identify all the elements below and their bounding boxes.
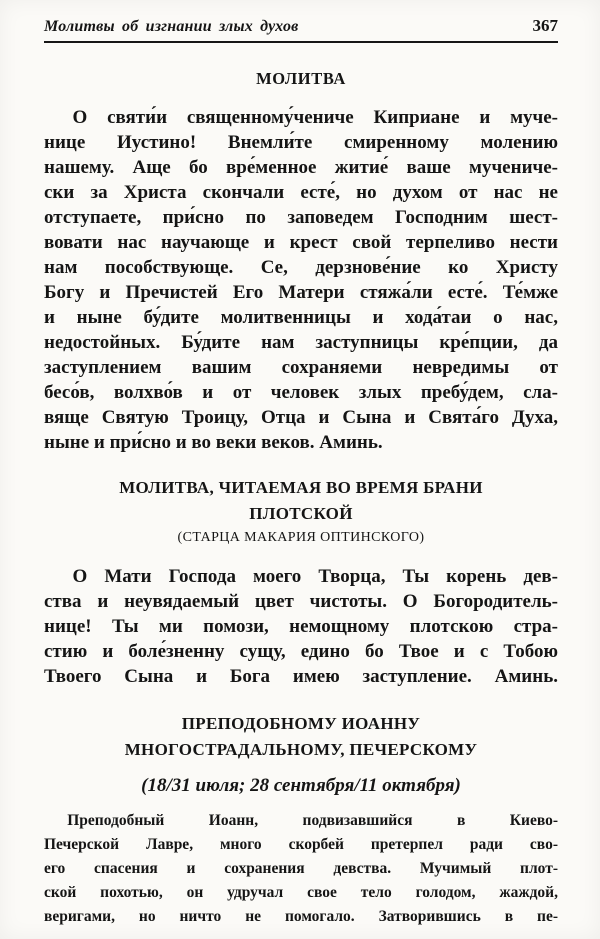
section2-heading-line-1: МОЛИТВА, ЧИТАЕМАЯ ВО ВРЕМЯ БРАНИ (119, 478, 483, 497)
text-line: заступлением вашим сохраняеми невредимы от (44, 357, 558, 378)
text-line: ныне и при́сно и во веки веков. Аминь. (44, 432, 383, 453)
section2-subheading: (СТАРЦА МАКАРИЯ ОПТИНСКОГО) (177, 530, 425, 545)
section3-heading-line-1: ПРЕПОДОБНОМУ ИОАННУ (181, 714, 421, 733)
text-line: вовати нас научающе и крест свой терпеливо нести (44, 232, 558, 253)
page-header (44, 16, 558, 43)
text-line: вяще Святую Троицу, Отца и Сына и Свята́го Духа, (44, 407, 558, 428)
text-line: Печерской Лавре, много скорбей претерпел ради сво- (44, 836, 558, 853)
text-line: О Мати Господа моего Творца, Ты корень дев- (72, 566, 558, 587)
text-line: нашему. Аще бо вре́менное житие́ ваше мучениче- (44, 157, 558, 178)
page-number: 367 (532, 16, 558, 35)
text-line: нам пособствующе. Се, дерзнове́ние ко Христу (44, 257, 558, 278)
text-line: ства и неувядаемый цвет чистоты. О Богородитель- (44, 591, 558, 612)
text-line: О святи́и священному́чениче Киприане и муче- (72, 107, 558, 128)
text-line: Богу и Пречистей Его Матери стяжа́ли есте́. Те́мже (44, 282, 558, 303)
running-title: Молитвы об изгнании злых духов (44, 18, 299, 35)
text-line: и ныне бу́дите молитвенницы и хода́таи о нас, (44, 307, 558, 328)
feast-dates-line: (18/31 июля; 28 сентября/11 октября) (141, 775, 461, 796)
hagiography-paragraph (44, 809, 558, 929)
section3-heading-line-2: МНОГОСТРАДАЛЬНОМУ, ПЕЧЕРСКОМУ (124, 740, 478, 759)
text-line: бесо́в, волхво́в и от человек злых пребу́дем, сла- (44, 382, 558, 403)
prayer-paragraph-2 (44, 564, 558, 689)
text-line: Твоего Сына и Бога имею заступление. Аминь. (44, 666, 558, 687)
section2-heading (44, 475, 558, 527)
section2-heading-line-2: ПЛОТСКОЙ (249, 504, 353, 523)
text-line: нице Иустино! Внемли́те смиренному молению (44, 132, 558, 153)
text-line: его спасения и сохранения девства. Мучимый плот- (44, 860, 558, 877)
prayer-paragraph-1 (44, 105, 558, 455)
text-line: ской похотью, он удручал свое тело голодом, жаждой, (44, 884, 558, 901)
text-line: веригами, но ничто не помогало. Затворившись в пе- (44, 908, 558, 925)
text-line: стию и боле́зненну сущу, едино бо Твое и с Тобою (44, 641, 558, 662)
section3-heading (44, 711, 558, 763)
text-line: отступаете, при́сно по заповедем Господним шест- (44, 207, 558, 228)
text-line: недостойных. Бу́дите нам заступницы кре́пции, да (44, 332, 558, 353)
text-line: Преподобный Иоанн, подвизавшийся в Киево- (67, 812, 558, 829)
prayer-title: МОЛИТВА (256, 69, 346, 88)
text-line: нице! Ты ми помози, немощному плотскою стра- (44, 616, 558, 637)
text-line: ски за Христа скончали есте́, но духом от нас не (44, 182, 558, 203)
